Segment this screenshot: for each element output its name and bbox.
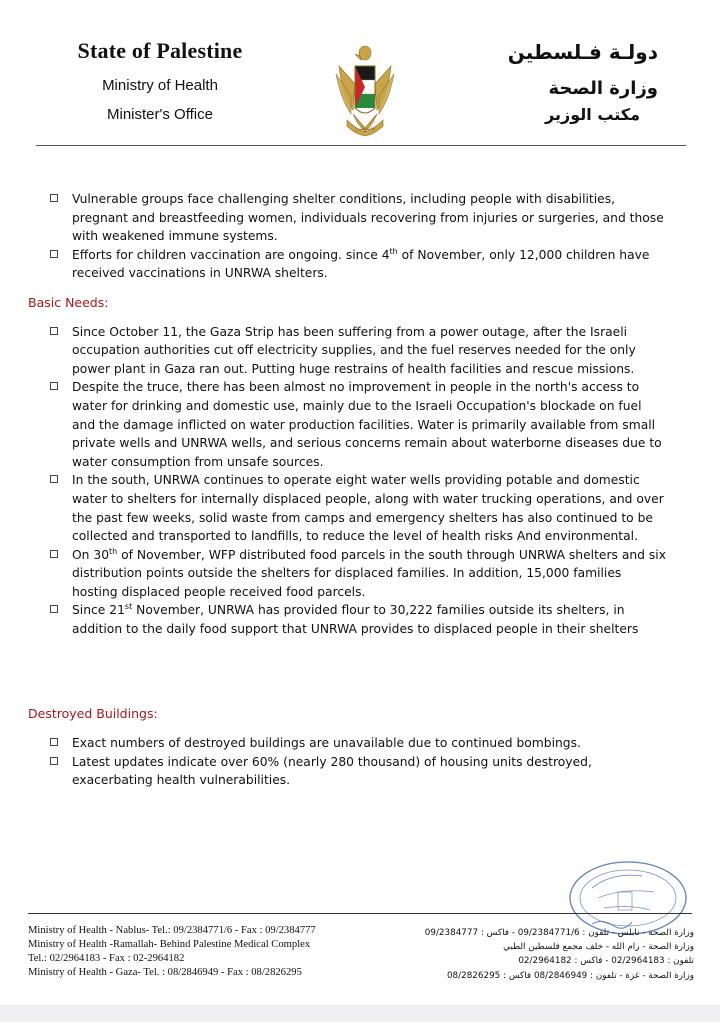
list-item-text: Vulnerable groups face challenging shelter conditions, including people with disabilities, pregnant and breastfeeding women, individuals recovering from injuries or surgeries, and those with weakened immune systems.	[72, 192, 664, 244]
list-item	[28, 378, 668, 471]
intro-list	[28, 190, 668, 283]
list-item	[28, 601, 668, 638]
basic-needs-list	[28, 323, 668, 639]
document-body	[28, 190, 668, 790]
footer-line: تلفون : 02/2964183 - فاكس : 02/2964182	[518, 956, 694, 967]
list-item	[28, 471, 668, 545]
office-name-ar: مكتب الوزير	[545, 105, 640, 124]
footer-divider	[28, 913, 692, 914]
checkbox-bullet-icon	[50, 605, 58, 613]
list-item-text: Despite the truce, there has been almost no improvement in people in the north's access to water for drinking and domestic use, mainly due to the Israeli Occupation's blockade on fuel and the damage inflicted on water production facilities. Water is primarily available from small private wells and UNRWA wells, and serious concerns remain about waterborne diseases due to water consumption from unsafe sources.	[72, 380, 662, 469]
checkbox-bullet-icon	[50, 250, 58, 258]
palestine-eagle-emblem	[333, 44, 397, 140]
list-item-text: Latest updates indicate over 60% (nearly 280 thousand) of housing units destroyed, exacerbating health vulnerabilities.	[72, 754, 592, 788]
list-item-text: In the south, UNRWA continues to operate eight water wells providing potable and domestic water to shelters for internally displaced people, along with water trucking operations, and over the past few weeks, solid waste from camps and emergency shelters has also continued to be collected and transported to landfills, to reduce the level of health risks And environmental.	[72, 473, 664, 544]
checkbox-bullet-icon	[50, 327, 58, 335]
list-item-text: Since 21st November, UNRWA has provided flour to 30,222 families outside its shelters, in addition to the daily food support that UNRWA provides to displaced people in their shelters	[72, 602, 639, 637]
header-divider	[36, 145, 686, 146]
state-name-en: State of Palestine	[77, 38, 243, 63]
list-item	[28, 246, 668, 283]
footer-line: Tel.: 02/2964183 - Fax : 02-2964182	[28, 953, 185, 964]
checkbox-bullet-icon	[50, 738, 58, 746]
state-name-ar: دولـة فـلسطين	[507, 40, 658, 64]
section-heading-basic-needs: Basic Needs:	[28, 294, 109, 310]
list-item	[28, 190, 668, 246]
list-item-text: On 30th of November, WFP distributed food parcels in the south through UNRWA shelters and six distribution points outside the shelters for displaced families. In addition, 15,000 families hosting displaced people received food parcels.	[72, 546, 666, 599]
list-item	[28, 323, 668, 379]
list-item-text: Since October 11, the Gaza Strip has been suffering from a power outage, after the Israeli occupation authorities cut off electricity supplies, and the fuel reserves needed for the only power plant in Gaza ran out. Putting huge restrains of health facilities and rescue missions.	[72, 324, 636, 376]
page-bottom-margin	[0, 1005, 720, 1022]
footer-contacts-en	[28, 924, 388, 980]
footer-contacts-ar	[394, 926, 694, 983]
list-item	[28, 546, 668, 602]
ministry-name-ar: وزارة الصحة	[548, 78, 658, 99]
office-name-en: Minister's Office	[107, 106, 213, 123]
letterhead-arabic	[438, 40, 658, 124]
list-item	[28, 753, 668, 790]
checkbox-bullet-icon	[50, 194, 58, 202]
footer-line: وزارة الصحة - رام الله - خلف مجمع فلسطين الطبي	[503, 942, 694, 953]
list-item	[28, 734, 668, 753]
checkbox-bullet-icon	[50, 475, 58, 483]
emblem-label: فلسطين	[355, 126, 375, 132]
checkbox-bullet-icon	[50, 550, 58, 558]
footer-line: Ministry of Health -Ramallah- Behind Palestine Medical Complex	[28, 939, 311, 950]
destroyed-buildings-list	[28, 734, 668, 790]
checkbox-bullet-icon	[50, 757, 58, 765]
footer-line: Ministry of Health - Gaza- Tel. : 08/2846949 - Fax : 08/2826295	[28, 967, 302, 978]
section-heading-destroyed-buildings: Destroyed Buildings:	[28, 705, 158, 721]
footer-line: وزارة الصحة - نابلس - تلفون : 09/2384771/6 - فاكس : 09/2384777	[424, 928, 694, 938]
footer-line: Ministry of Health - Nablus- Tel.: 09/2384771/6 - Fax : 09/2384777	[28, 925, 316, 936]
footer-line: وزارة الصحة - غزة - تلفون : 08/2846949 فاكس : 08/2826295	[446, 970, 694, 981]
letterhead-english	[40, 38, 280, 123]
list-item-text: Exact numbers of destroyed buildings are unavailable due to continued bombings.	[72, 736, 581, 751]
ministry-name-en: Ministry of Health	[102, 77, 218, 94]
checkbox-bullet-icon	[50, 382, 58, 390]
list-item-text: Efforts for children vaccination are ongoing. since 4th of November, only 12,000 children have received vaccinations in UNRWA shelters.	[72, 246, 650, 281]
